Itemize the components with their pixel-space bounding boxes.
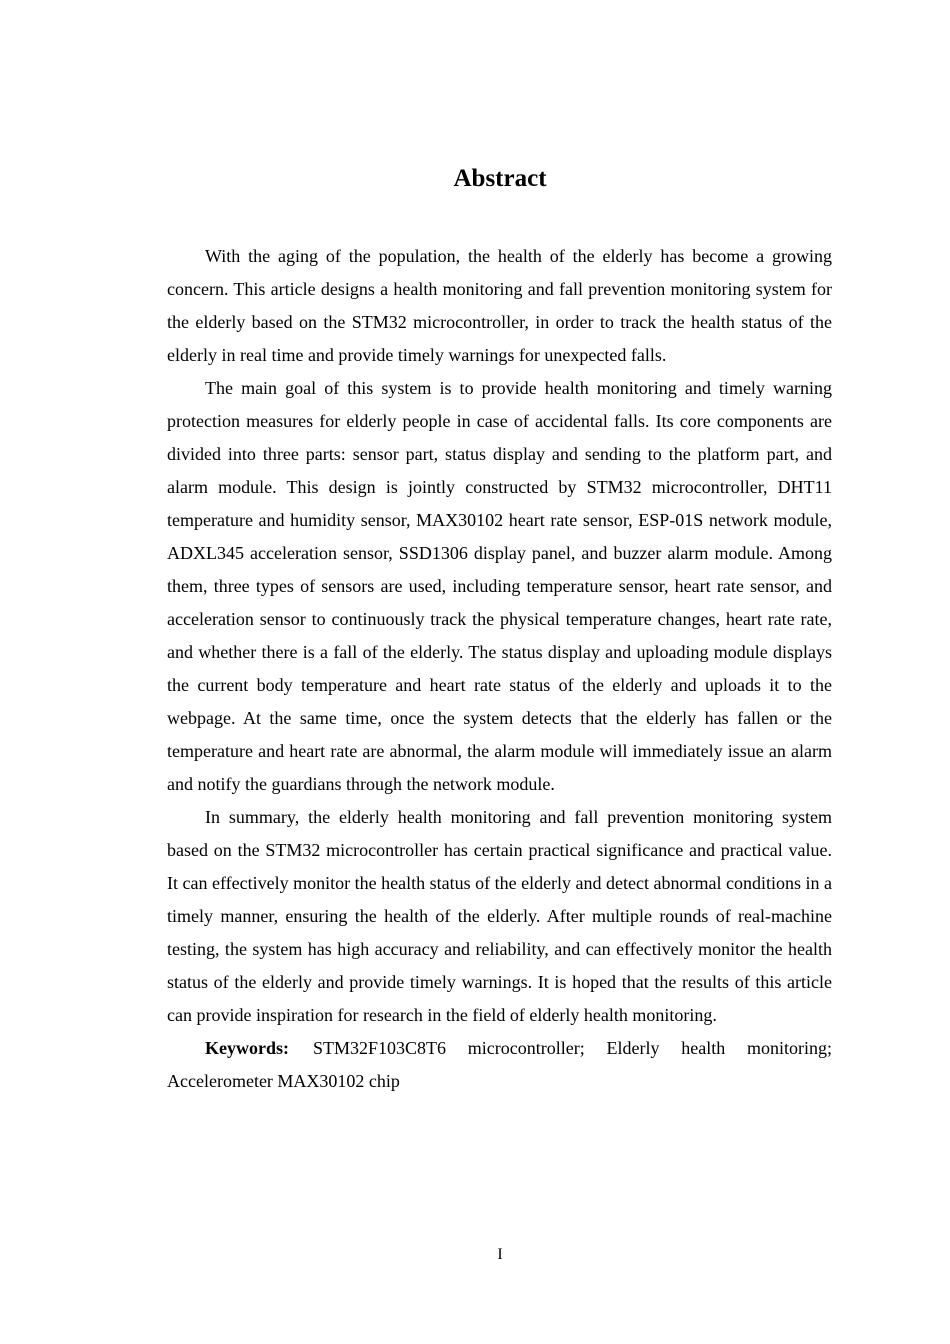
keywords-line xyxy=(167,1032,832,1098)
abstract-body xyxy=(167,240,832,1098)
keywords-text: STM32F103C8T6 microcontroller; Elderly health monitoring; Accelerometer MAX30102 chip xyxy=(167,1038,832,1091)
keywords-label: Keywords: xyxy=(205,1038,289,1058)
page-number: I xyxy=(497,1246,503,1263)
abstract-paragraph-1: With the aging of the population, the health of the elderly has become a growing concern. This article designs a health monitoring and fall prevention monitoring system for the elderly based on the STM32 microcontroller, in order to track the health status of the elderly in real time and provide timely warnings for unexpected falls. xyxy=(167,246,832,365)
abstract-title: Abstract xyxy=(453,165,547,192)
abstract-paragraph-2: The main goal of this system is to provide health monitoring and timely warning protection measures for elderly people in case of accidental falls. Its core components are divided into three parts: sensor part, status display and sending to the platform part, and alarm module. This design is jointly constructed by STM32 microcontroller, DHT11 temperature and humidity sensor, MAX30102 heart rate sensor, ESP-01S network module, ADXL345 acceleration sensor, SSD1306 display panel, and buzzer alarm module. Among them, three types of sensors are used, including temperature sensor, heart rate sensor, and acceleration sensor to continuously track the physical temperature changes, heart rate rate, and whether there is a fall of the elderly. The status display and uploading module displays the current body temperature and heart rate status of the elderly and uploads it to the webpage. At the same time, once the system detects that the elderly has fallen or the temperature and heart rate are abnormal, the alarm module will immediately issue an alarm and notify the guardians through the network module. xyxy=(167,378,832,794)
abstract-paragraph-3: In summary, the elderly health monitoring and fall prevention monitoring system based on the STM32 microcontroller has certain practical significance and practical value. It can effectively monitor the health status of the elderly and detect abnormal conditions in a timely manner, ensuring the health of the elderly. After multiple rounds of real-machine testing, the system has high accuracy and reliability, and can effectively monitor the health status of the elderly and provide timely warnings. It is hoped that the results of this article can provide inspiration for research in the field of elderly health monitoring. xyxy=(167,807,832,1025)
